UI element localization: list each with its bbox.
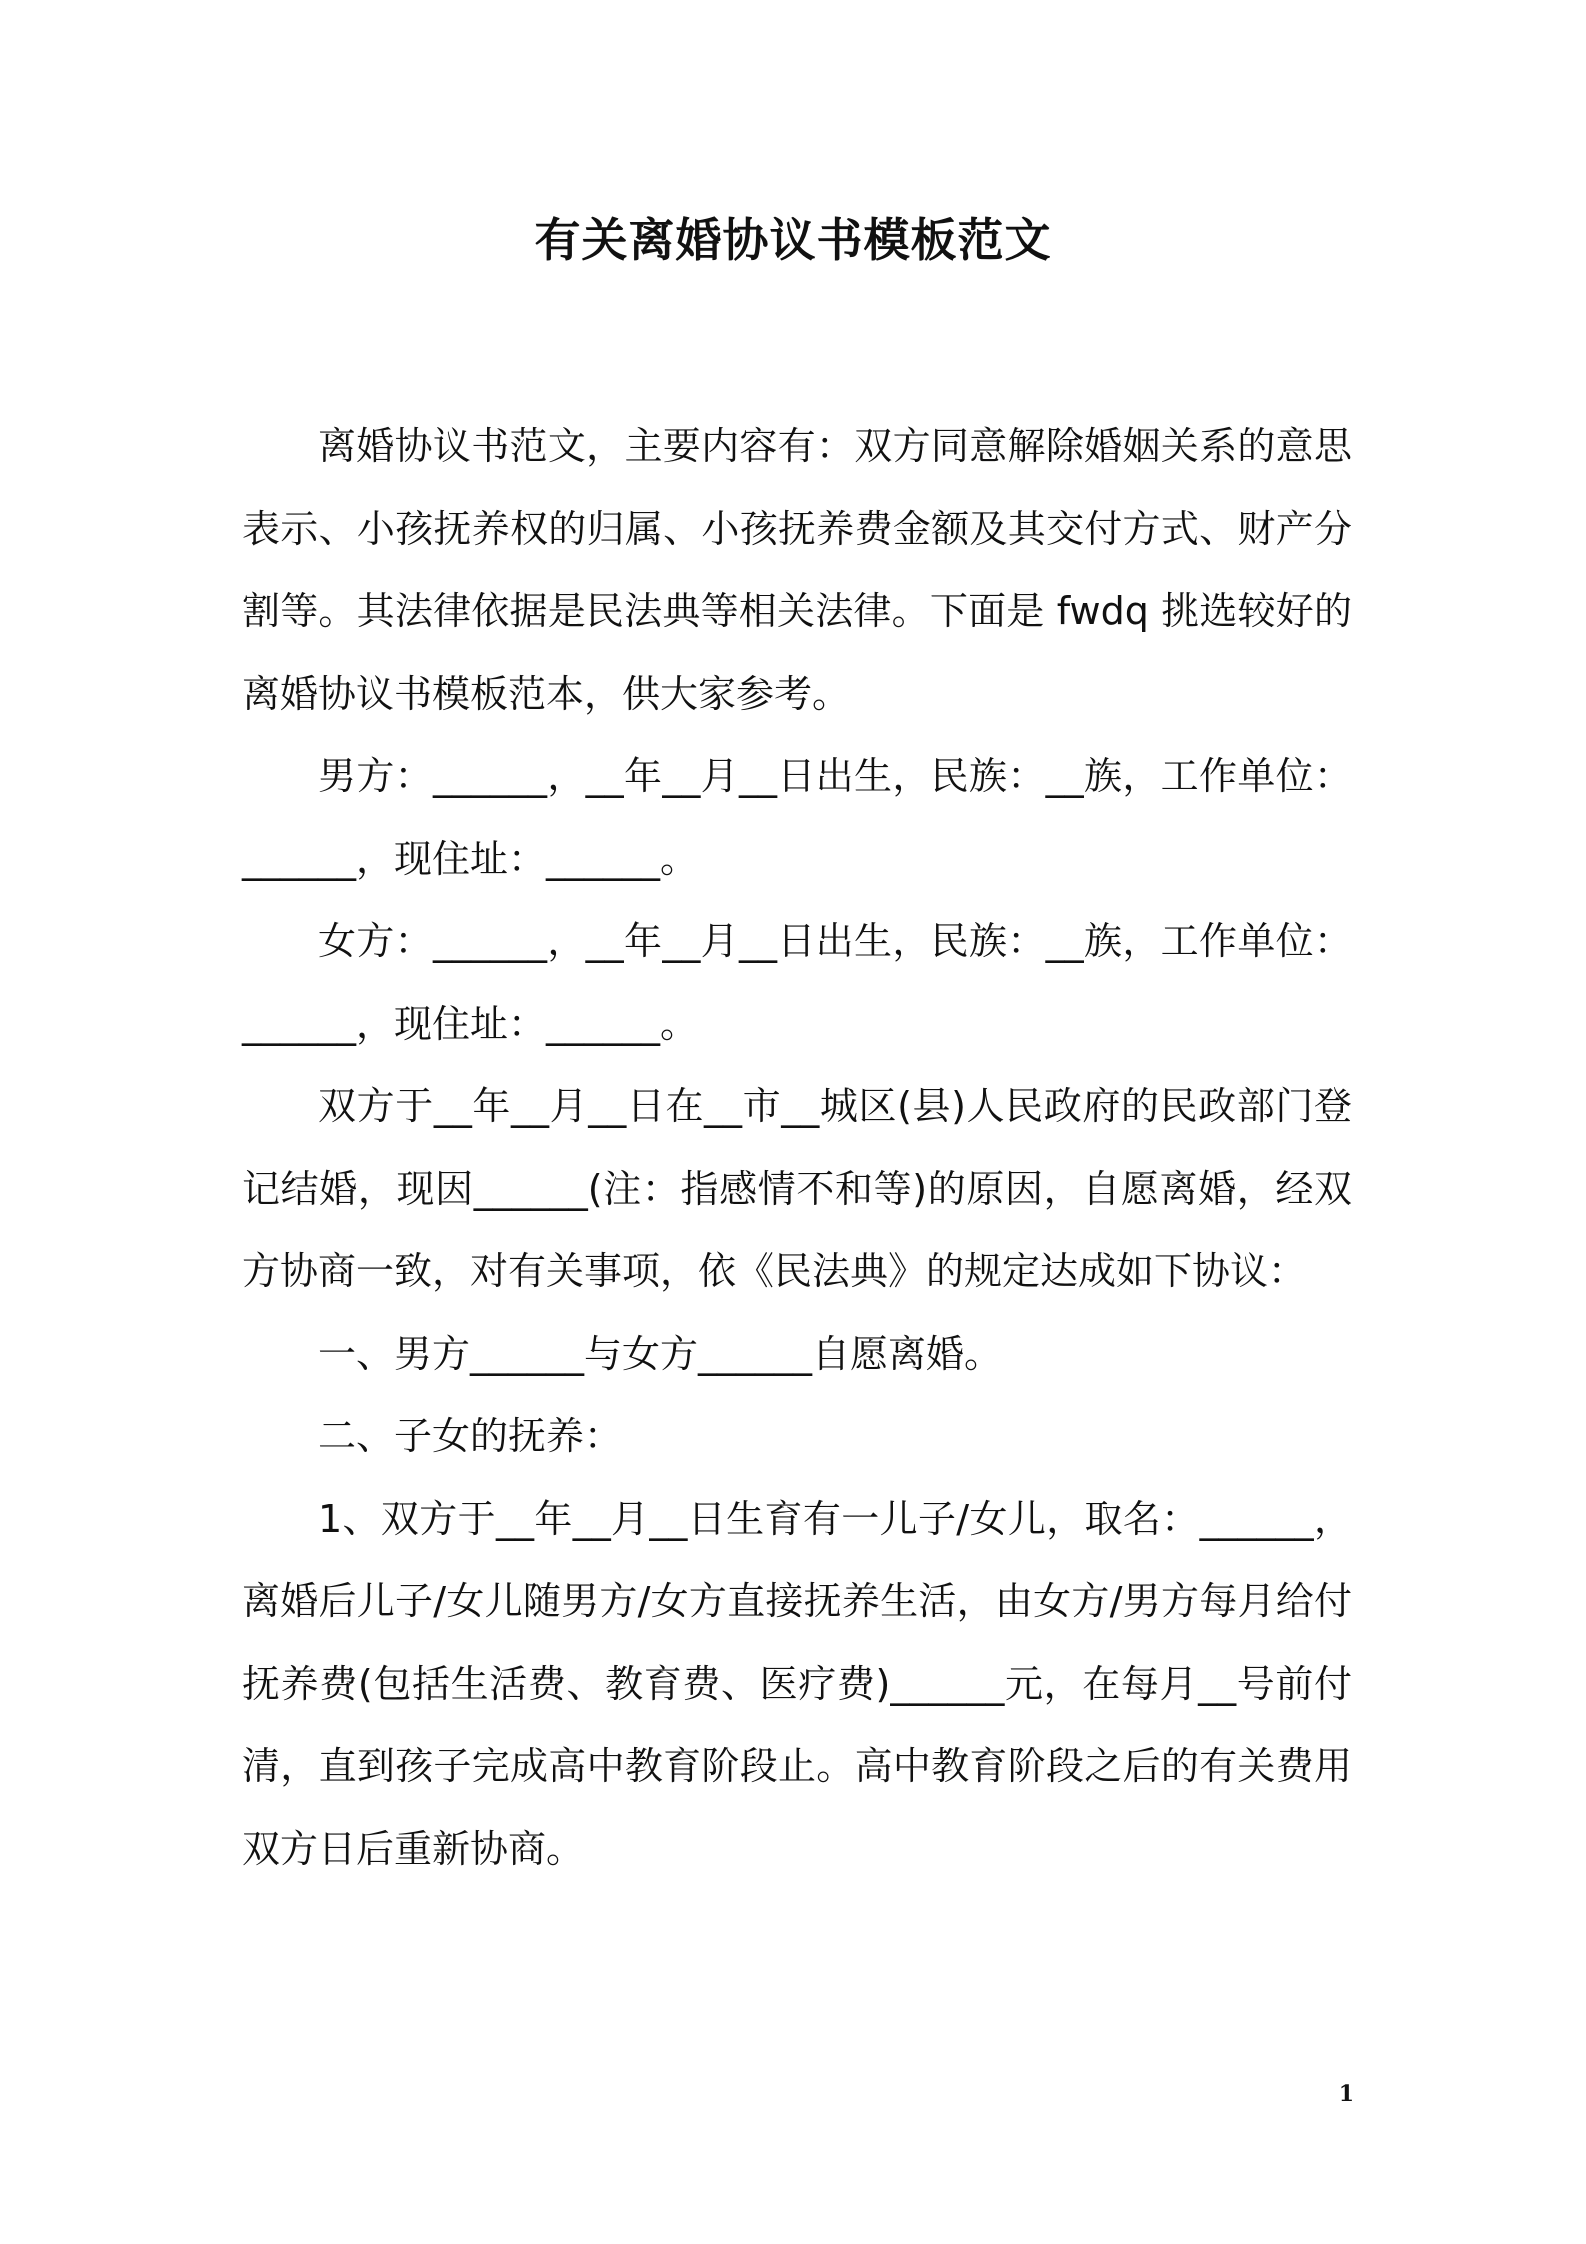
- paragraph-intro: 离婚协议书范文，主要内容有：双方同意解除婚姻关系的意思表示、小孩抚养权的归属、小孩抚养费金额及其交付方式、财产分割等。其法律依据是民法典等相关法律。下面是 fwdq 挑选较好的离婚协议书模板范本，供大家参考。: [242, 424, 1352, 716]
- page-number: 1: [1338, 2081, 1354, 2107]
- paragraph-female-party: 女方：______，__年__月__日出生，民族：__族，工作单位：______，现住址：______。: [242, 919, 1352, 1046]
- paragraph-child-support: 1、双方于__年__月__日生育有一儿子/女儿，取名：______，离婚后儿子/女儿随男方/女方直接抚养生活，由女方/男方每月给付抚养费(包括生活费、教育费、医疗费)______元，在每月__号前付清，直到孩子完成高中教育阶段止。高中教育阶段之后的有关费用双方日后重新协商。: [242, 1496, 1352, 1871]
- paragraph-marriage-registration: 双方于__年__月__日在__市__城区(县)人民政府的民政部门登记结婚，现因______(注：指感情不和等)的原因，自愿离婚，经双方协商一致，对有关事项，依《民法典》的规定达成如下协议：: [242, 1084, 1352, 1293]
- paragraph-clause-two-heading: 二、子女的抚养：: [318, 1414, 623, 1458]
- paragraph-clause-one: 一、男方______与女方______自愿离婚。: [318, 1331, 1003, 1376]
- document-title: 有关离婚协议书模板范文: [534, 213, 1052, 267]
- document-body: [242, 405, 1352, 1890]
- paragraph-male-party: 男方：______，__年__月__日出生，民族：__族，工作单位：______，现住址：______。: [242, 754, 1352, 881]
